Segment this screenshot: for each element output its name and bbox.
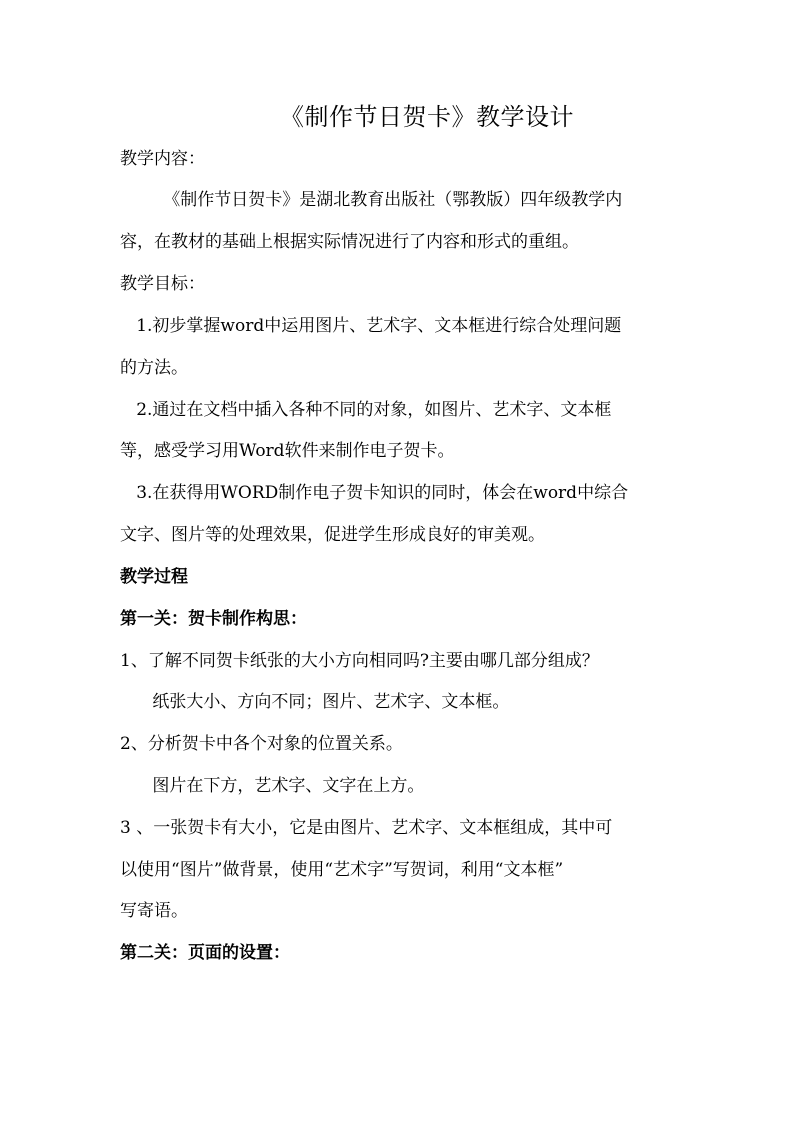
- question-item-3: 3 、一张贺卡有大小，它是由图片、艺术字、文本框组成，其中可: [120, 818, 613, 838]
- section-heading-process: 教学过程: [120, 567, 188, 587]
- paragraph-line: 文字、图片等的处理效果，促进学生形成良好的审美观。: [120, 525, 545, 545]
- paragraph-line: 以使用“图片”做背景，使用“艺术字”写贺词，利用“文本框”: [120, 860, 564, 880]
- answer-line-2: 图片在下方，艺术字、文字在上方。: [120, 776, 425, 796]
- question-item-1: 1、了解不同贺卡纸张的大小方向相同吗?主要由哪几部分组成？: [120, 651, 599, 671]
- goal-item-2: 2.通过在文档中插入各种不同的对象，如图片、艺术字、文本框: [120, 400, 612, 420]
- paragraph-line: 的方法。: [120, 358, 188, 378]
- paragraph-line: 《制作节日贺卡》是湖北教育出版社（鄂教版）四年级教学内: [120, 190, 623, 210]
- document-title: 《制作节日贺卡》教学设计: [280, 103, 574, 131]
- paragraph-line: 写寄语。: [120, 901, 188, 921]
- section-heading-content: 教学内容：: [120, 149, 205, 169]
- paragraph-line: 容，在教材的基础上根据实际情况进行了内容和形式的重组。: [120, 232, 579, 252]
- stage-heading-2: 第二关：页面的设置：: [120, 943, 290, 963]
- section-heading-goals: 教学目标：: [120, 274, 205, 294]
- question-item-2: 2、分析贺卡中各个对象的位置关系。: [120, 734, 403, 754]
- stage-heading-1: 第一关：贺卡制作构思：: [120, 609, 307, 629]
- goal-item-1: 1.初步掌握word中运用图片、艺术字、文本框进行综合处理问题: [120, 316, 622, 336]
- paragraph-line: 等，感受学习用Word软件来制作电子贺卡。: [120, 441, 455, 461]
- goal-item-3: 3.在获得用WORD制作电子贺卡知识的同时，体会在word中综合: [120, 483, 629, 503]
- answer-line-1: 纸张大小、方向不同；图片、艺术字、文本框。: [120, 692, 510, 712]
